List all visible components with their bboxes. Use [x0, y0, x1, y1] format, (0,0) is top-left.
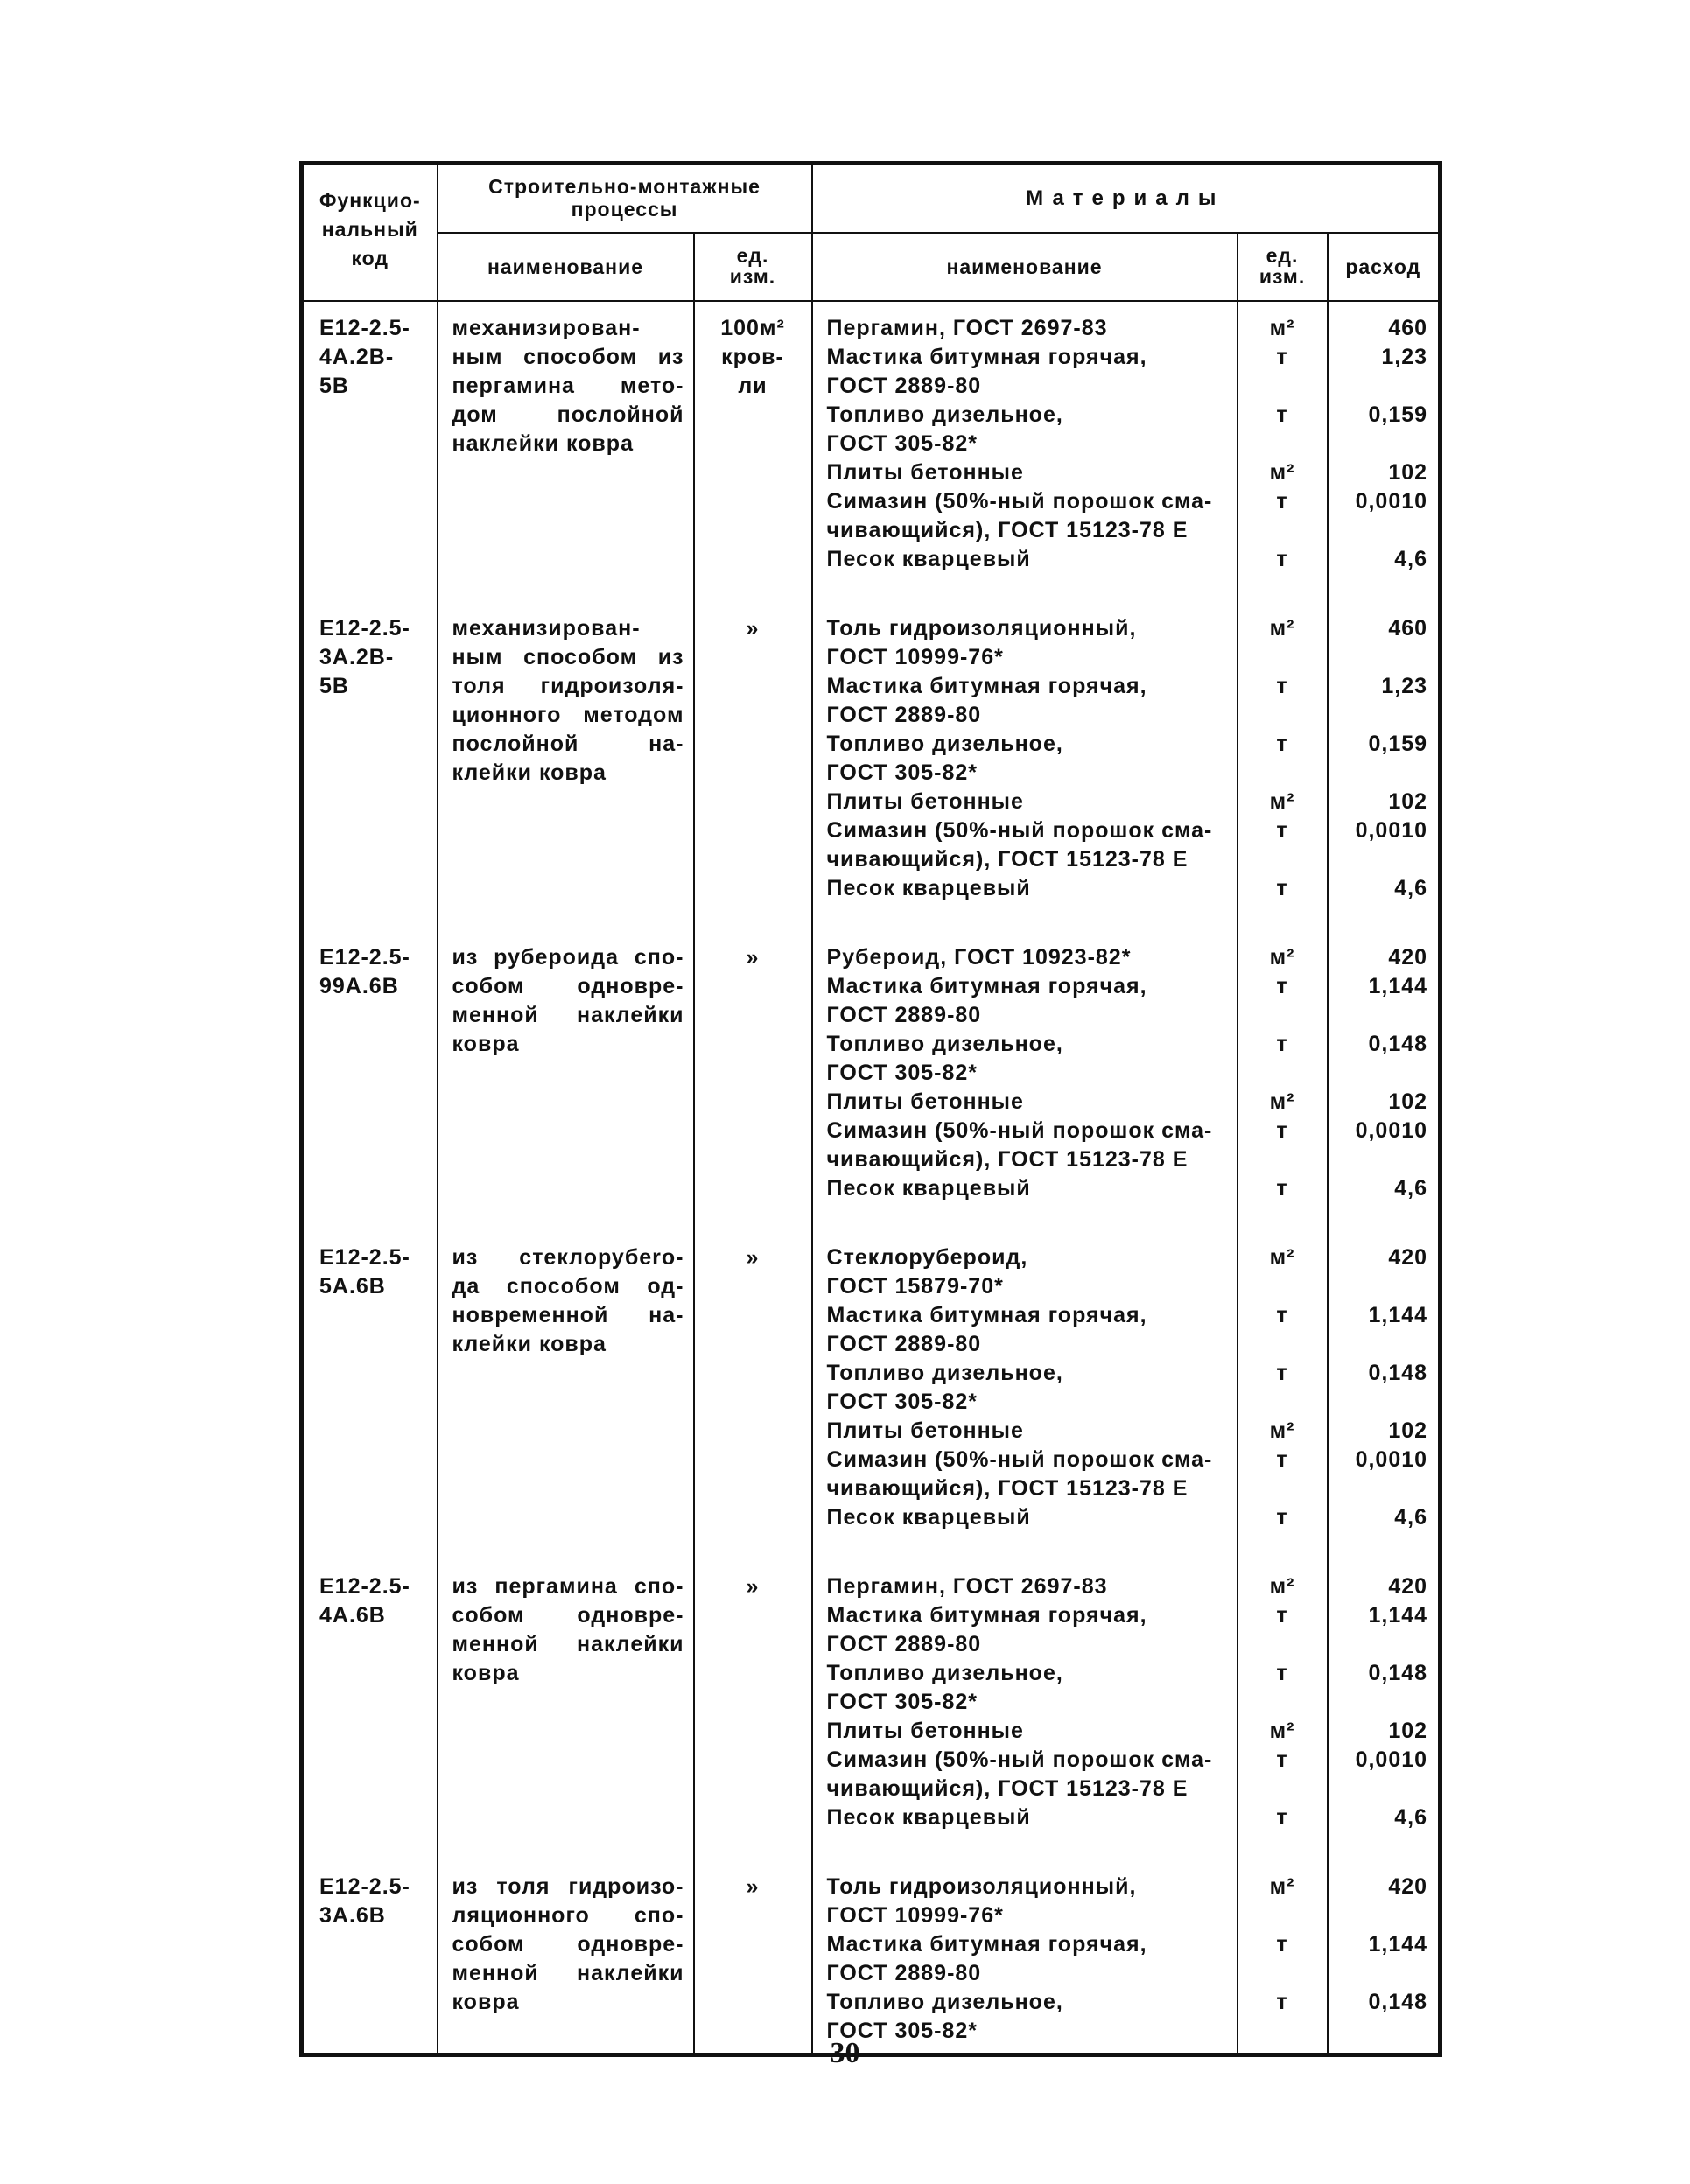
material-name-line: Мастика битумная горячая,: [826, 1932, 1147, 1956]
material-name-line: Толь гидроизоляционный,: [826, 616, 1137, 640]
spacer: [1329, 516, 1428, 545]
header-func-code-line: нальный: [321, 217, 418, 241]
process-name-line: ным способом из: [452, 645, 684, 669]
material-name-line: Мастика битумная горячая,: [826, 345, 1147, 369]
material-name-line: чивающийся), ГОСТ 15123-78 Е: [826, 518, 1189, 542]
spacer: [1329, 1474, 1428, 1503]
spacer: [1329, 1959, 1428, 1988]
material-unit: т: [1276, 1932, 1288, 1956]
material-unit: м²: [1269, 1574, 1295, 1599]
material-amount: 102: [1388, 789, 1428, 814]
material-name-line: чивающийся), ГОСТ 15123-78 Е: [826, 1147, 1189, 1172]
material-unit: т: [1276, 1118, 1288, 1143]
material-name-line: ГОСТ 305-82*: [826, 2019, 978, 2043]
material-unit: м²: [1269, 789, 1295, 814]
process-unit-cell: [694, 1560, 812, 1860]
material-name-line: чивающийся), ГОСТ 15123-78 Е: [826, 1476, 1189, 1501]
spacer: [1238, 1145, 1327, 1174]
spacer: [1238, 516, 1327, 545]
process-name-line: ционного методом: [452, 703, 684, 727]
material-amount-cell: [1328, 931, 1441, 1231]
table-row: [302, 1860, 1441, 2055]
material-name-line: Симазин (50%-ный порошок сма-: [826, 1118, 1213, 1143]
material-unit: м²: [1269, 1245, 1295, 1270]
material-name-line: Топливо дизельное,: [826, 402, 1063, 427]
func-code-line: 99A.6B: [319, 974, 399, 998]
process-unit-cell: [694, 1860, 812, 2055]
material-amount: 102: [1388, 1089, 1428, 1114]
material-name-cell: [812, 602, 1238, 931]
spacer: [1238, 1272, 1327, 1301]
func-code-cell: [302, 301, 438, 602]
material-unit: т: [1276, 1747, 1288, 1772]
process-name-line: клейки ковра: [452, 1332, 607, 1356]
process-unit-line: »: [746, 945, 760, 970]
material-unit: т: [1276, 1603, 1288, 1628]
header-proc-unit: [694, 233, 812, 301]
material-amount: 4,6: [1394, 1176, 1428, 1200]
func-code-line: 4A.2B-: [319, 345, 395, 369]
material-name-line: Песок кварцевый: [826, 876, 1031, 900]
func-code-cell: [302, 602, 438, 931]
material-name-cell: [812, 1231, 1238, 1560]
func-code-line: E12-2.5-: [319, 945, 410, 970]
material-unit: т: [1276, 732, 1288, 756]
material-amount: 102: [1388, 460, 1428, 485]
process-name-line: новременной на-: [452, 1303, 684, 1327]
material-name-line: Плиты бетонные: [826, 1089, 1024, 1114]
material-unit-cell: [1238, 1560, 1328, 1860]
material-amount: 460: [1388, 316, 1428, 340]
header-proc-name: наименование: [438, 233, 694, 301]
process-name-line: клейки ковра: [452, 760, 607, 785]
material-name-line: Топливо дизельное,: [826, 1361, 1063, 1385]
process-unit-cell: [694, 602, 812, 931]
material-name-line: Плиты бетонные: [826, 1718, 1024, 1743]
process-name-line: из рубероида спо-: [452, 945, 684, 970]
material-name-line: Рубероид, ГОСТ 10923-82*: [826, 945, 1132, 970]
process-name-line: да способом од-: [452, 1274, 684, 1298]
process-unit-line: ли: [738, 374, 768, 398]
process-name-line: послойной на-: [452, 732, 684, 756]
spacer: [1329, 1774, 1428, 1803]
func-code-line: 3A.6B: [319, 1903, 386, 1928]
material-amount: 0,148: [1368, 1661, 1428, 1685]
process-unit-line: »: [746, 1874, 760, 1899]
material-name-line: Топливо дизельное,: [826, 1990, 1063, 2014]
material-amount: 0,148: [1368, 1361, 1428, 1385]
materials-table: [299, 161, 1442, 2057]
process-name-cell: [438, 1231, 694, 1560]
material-amount: 1,144: [1368, 974, 1428, 998]
spacer: [1329, 1630, 1428, 1659]
material-amount: 1,144: [1368, 1603, 1428, 1628]
process-name-cell: [438, 602, 694, 931]
table-row: [302, 1560, 1441, 1860]
func-code-line: 3A.2B-: [319, 645, 395, 669]
spacer: [1329, 372, 1428, 401]
table-row: [302, 931, 1441, 1231]
material-amount: 420: [1388, 1245, 1428, 1270]
header-mat-unit: [1238, 233, 1328, 301]
material-amount: 0,148: [1368, 1990, 1428, 2014]
material-name-line: Симазин (50%-ный порошок сма-: [826, 818, 1213, 843]
material-name-line: Мастика битумная горячая,: [826, 974, 1147, 998]
spacer: [1329, 643, 1428, 672]
table-row: [302, 1231, 1441, 1560]
material-amount: 0,0010: [1355, 1118, 1428, 1143]
spacer: [1238, 1474, 1327, 1503]
process-unit-cell: [694, 301, 812, 602]
material-unit: м²: [1269, 616, 1295, 640]
spacer: [1329, 1688, 1428, 1717]
material-unit: т: [1276, 1032, 1288, 1056]
func-code-line: 5B: [319, 674, 349, 698]
header-func-code-line: Функцио-: [319, 188, 421, 212]
material-amount-cell: [1328, 1231, 1441, 1560]
spacer: [1238, 1330, 1327, 1359]
func-code-line: E12-2.5-: [319, 1874, 410, 1899]
func-code-cell: [302, 931, 438, 1231]
func-code-line: 4A.6B: [319, 1603, 386, 1628]
process-name-line: механизирован-: [452, 316, 641, 340]
material-unit: т: [1276, 1176, 1288, 1200]
material-amount: 1,144: [1368, 1303, 1428, 1327]
material-name-line: Пергамин, ГОСТ 2697-83: [826, 316, 1108, 340]
process-name-line: ковра: [452, 1661, 520, 1685]
material-name-line: Симазин (50%-ный порошок сма-: [826, 1447, 1213, 1472]
material-amount-cell: [1328, 1860, 1441, 2055]
process-unit-line: 100м²: [720, 316, 785, 340]
spacer: [1329, 759, 1428, 788]
material-amount: 102: [1388, 1718, 1428, 1743]
material-name-line: ГОСТ 2889-80: [826, 703, 982, 727]
material-unit-cell: [1238, 301, 1328, 602]
process-name-line: ковра: [452, 1032, 520, 1056]
material-unit: т: [1276, 1447, 1288, 1472]
material-name-line: ГОСТ 2889-80: [826, 1003, 982, 1027]
material-amount-cell: [1328, 602, 1441, 931]
material-unit: т: [1276, 674, 1288, 698]
material-name-line: чивающийся), ГОСТ 15123-78 Е: [826, 1776, 1189, 1801]
material-name-line: Песок кварцевый: [826, 547, 1031, 571]
material-unit: м²: [1269, 316, 1295, 340]
process-name-line: из стеклорубero-: [452, 1245, 684, 1270]
material-amount: 1,144: [1368, 1932, 1428, 1956]
header-processes: [438, 164, 812, 234]
spacer: [1238, 1059, 1327, 1088]
header-processes-line: процессы: [571, 198, 678, 220]
spacer: [1238, 759, 1327, 788]
material-amount: 4,6: [1394, 547, 1428, 571]
material-name-line: Топливо дизельное,: [826, 1661, 1063, 1685]
func-code-line: E12-2.5-: [319, 1245, 410, 1270]
spacer: [1238, 701, 1327, 730]
material-name-line: Песок кварцевый: [826, 1805, 1031, 1830]
material-name-cell: [812, 1860, 1238, 2055]
spacer: [1238, 643, 1327, 672]
material-amount: 1,23: [1381, 345, 1428, 369]
material-amount: 460: [1388, 616, 1428, 640]
material-unit: т: [1276, 402, 1288, 427]
spacer: [1329, 1272, 1428, 1301]
func-code-cell: [302, 1860, 438, 2055]
material-unit-cell: [1238, 931, 1328, 1231]
header-proc-unit-line: изм.: [729, 265, 776, 288]
spacer: [1329, 701, 1428, 730]
material-amount: 0,0010: [1355, 1447, 1428, 1472]
material-unit-cell: [1238, 602, 1328, 931]
material-name-line: Симазин (50%-ный порошок сма-: [826, 1747, 1213, 1772]
material-unit: т: [1276, 1990, 1288, 2014]
process-unit-cell: [694, 1231, 812, 1560]
material-amount: 4,6: [1394, 1505, 1428, 1530]
material-amount: 0,159: [1368, 402, 1428, 427]
spacer: [1238, 1688, 1327, 1717]
material-amount-cell: [1328, 1560, 1441, 1860]
spacer: [1238, 1630, 1327, 1659]
process-name-line: из толя гидроизо-: [452, 1874, 684, 1899]
spacer: [1238, 430, 1327, 458]
material-unit: т: [1276, 1661, 1288, 1685]
process-name-line: собом одновре-: [452, 974, 684, 998]
material-name-line: ГОСТ 2889-80: [826, 1332, 982, 1356]
material-name-line: ГОСТ 10999-76*: [826, 1903, 1004, 1928]
func-code-line: E12-2.5-: [319, 1574, 410, 1599]
material-name-cell: [812, 931, 1238, 1231]
material-name-line: Плиты бетонные: [826, 460, 1024, 485]
process-name-cell: [438, 931, 694, 1231]
material-name-line: ГОСТ 305-82*: [826, 760, 978, 785]
material-unit: т: [1276, 1303, 1288, 1327]
spacer: [1238, 1959, 1327, 1988]
material-unit: м²: [1269, 1418, 1295, 1443]
process-name-line: дом послойной: [452, 402, 684, 427]
header-materials: Материалы: [812, 164, 1441, 234]
header-proc-unit-line: ед.: [736, 244, 769, 267]
header-mat-amount: расход: [1328, 233, 1441, 301]
material-name-line: ГОСТ 2889-80: [826, 1961, 982, 1985]
material-name-line: чивающийся), ГОСТ 15123-78 Е: [826, 847, 1189, 872]
material-amount: 0,0010: [1355, 489, 1428, 514]
process-name-line: наклейки ковра: [452, 431, 634, 456]
material-name-line: Песок кварцевый: [826, 1176, 1031, 1200]
table-row: [302, 602, 1441, 931]
material-name-line: ГОСТ 15879-70*: [826, 1274, 1004, 1298]
spacer: [1238, 1901, 1327, 1930]
material-unit: т: [1276, 1361, 1288, 1385]
spacer: [1329, 1059, 1428, 1088]
table-header: [302, 164, 1441, 302]
material-unit: м²: [1269, 460, 1295, 485]
table-body: [302, 301, 1441, 2055]
process-name-cell: [438, 301, 694, 602]
material-amount: 102: [1388, 1418, 1428, 1443]
process-name-line: менной наклейки: [452, 1961, 684, 1985]
process-name-cell: [438, 1560, 694, 1860]
process-unit-line: »: [746, 616, 760, 640]
func-code-line: 5A.6B: [319, 1274, 386, 1298]
process-unit-line: кров-: [721, 345, 784, 369]
material-name-line: Песок кварцевый: [826, 1505, 1031, 1530]
table-row: [302, 301, 1441, 602]
header-func-code-line: код: [351, 246, 389, 270]
material-name-line: ГОСТ 10999-76*: [826, 645, 1004, 669]
process-name-line: пергамина мето-: [452, 374, 684, 398]
material-unit: м²: [1269, 1718, 1295, 1743]
material-amount: 0,0010: [1355, 1747, 1428, 1772]
process-unit-line: »: [746, 1245, 760, 1270]
process-name-line: ляционного спо-: [452, 1903, 684, 1928]
material-name-line: ГОСТ 305-82*: [826, 431, 978, 456]
material-name-line: Стеклорубероид,: [826, 1245, 1028, 1270]
header-processes-line: Строительно-монтажные: [488, 175, 761, 198]
process-name-line: механизирован-: [452, 616, 641, 640]
header-func-code: [302, 164, 438, 302]
material-name-line: ГОСТ 2889-80: [826, 1632, 982, 1656]
material-amount: 4,6: [1394, 876, 1428, 900]
material-name-line: ГОСТ 305-82*: [826, 1390, 978, 1414]
material-name-cell: [812, 1560, 1238, 1860]
spacer: [1238, 1774, 1327, 1803]
material-name-line: Мастика битумная горячая,: [826, 1603, 1147, 1628]
material-unit: т: [1276, 345, 1288, 369]
page-number: 30: [830, 2037, 860, 2069]
process-name-line: менной наклейки: [452, 1632, 684, 1656]
material-unit: м²: [1269, 1874, 1295, 1899]
material-unit: м²: [1269, 945, 1295, 970]
material-amount-cell: [1328, 301, 1441, 602]
material-name-line: Пергамин, ГОСТ 2697-83: [826, 1574, 1108, 1599]
material-name-line: ГОСТ 305-82*: [826, 1060, 978, 1085]
process-unit-line: »: [746, 1574, 760, 1599]
spacer: [1238, 1001, 1327, 1030]
material-unit-cell: [1238, 1231, 1328, 1560]
spacer: [1329, 1330, 1428, 1359]
material-name-line: Плиты бетонные: [826, 1418, 1024, 1443]
process-name-line: собом одновре-: [452, 1932, 684, 1956]
func-code-cell: [302, 1231, 438, 1560]
material-amount: 0,0010: [1355, 818, 1428, 843]
material-unit: т: [1276, 547, 1288, 571]
process-unit-cell: [694, 931, 812, 1231]
material-amount: 0,159: [1368, 732, 1428, 756]
material-amount: 0,148: [1368, 1032, 1428, 1056]
material-name-line: Топливо дизельное,: [826, 732, 1063, 756]
spacer: [1329, 1001, 1428, 1030]
material-unit: т: [1276, 1805, 1288, 1830]
spacer: [1329, 1388, 1428, 1417]
spacer: [1238, 1388, 1327, 1417]
material-amount: 420: [1388, 1874, 1428, 1899]
process-name-cell: [438, 1860, 694, 2055]
material-name-line: Плиты бетонные: [826, 789, 1024, 814]
spacer: [1329, 430, 1428, 458]
header-mat-name: наименование: [812, 233, 1238, 301]
material-name-line: Мастика битумная горячая,: [826, 1303, 1147, 1327]
process-name-line: ковра: [452, 1990, 520, 2014]
material-name-cell: [812, 301, 1238, 602]
func-code-line: E12-2.5-: [319, 316, 410, 340]
process-name-line: ным способом из: [452, 345, 684, 369]
spacer: [1329, 1901, 1428, 1930]
material-amount: 4,6: [1394, 1805, 1428, 1830]
material-amount: 420: [1388, 945, 1428, 970]
material-amount: 420: [1388, 1574, 1428, 1599]
material-name-line: ГОСТ 305-82*: [826, 1690, 978, 1714]
spacer: [1238, 845, 1327, 874]
header-mat-unit-line: ед.: [1266, 244, 1299, 267]
material-unit: т: [1276, 974, 1288, 998]
material-unit-cell: [1238, 1860, 1328, 2055]
process-name-line: из пергамина спо-: [452, 1574, 684, 1599]
material-unit: м²: [1269, 1089, 1295, 1114]
material-unit: т: [1276, 489, 1288, 514]
spacer: [1329, 845, 1428, 874]
material-name-line: Симазин (50%-ный порошок сма-: [826, 489, 1213, 514]
material-unit: т: [1276, 876, 1288, 900]
spacer: [1329, 1145, 1428, 1174]
process-name-line: собом одновре-: [452, 1603, 684, 1628]
material-name-line: Мастика битумная горячая,: [826, 674, 1147, 698]
material-name-line: ГОСТ 2889-80: [826, 374, 982, 398]
func-code-cell: [302, 1560, 438, 1860]
material-unit: т: [1276, 1505, 1288, 1530]
process-name-line: менной наклейки: [452, 1003, 684, 1027]
material-name-line: Толь гидроизоляционный,: [826, 1874, 1137, 1899]
material-name-line: Топливо дизельное,: [826, 1032, 1063, 1056]
material-amount: 1,23: [1381, 674, 1428, 698]
spacer: [1238, 372, 1327, 401]
func-code-line: E12-2.5-: [319, 616, 410, 640]
material-unit: т: [1276, 818, 1288, 843]
process-name-line: толя гидроизоля-: [452, 674, 684, 698]
func-code-line: 5B: [319, 374, 349, 398]
header-mat-unit-line: изм.: [1259, 265, 1306, 288]
